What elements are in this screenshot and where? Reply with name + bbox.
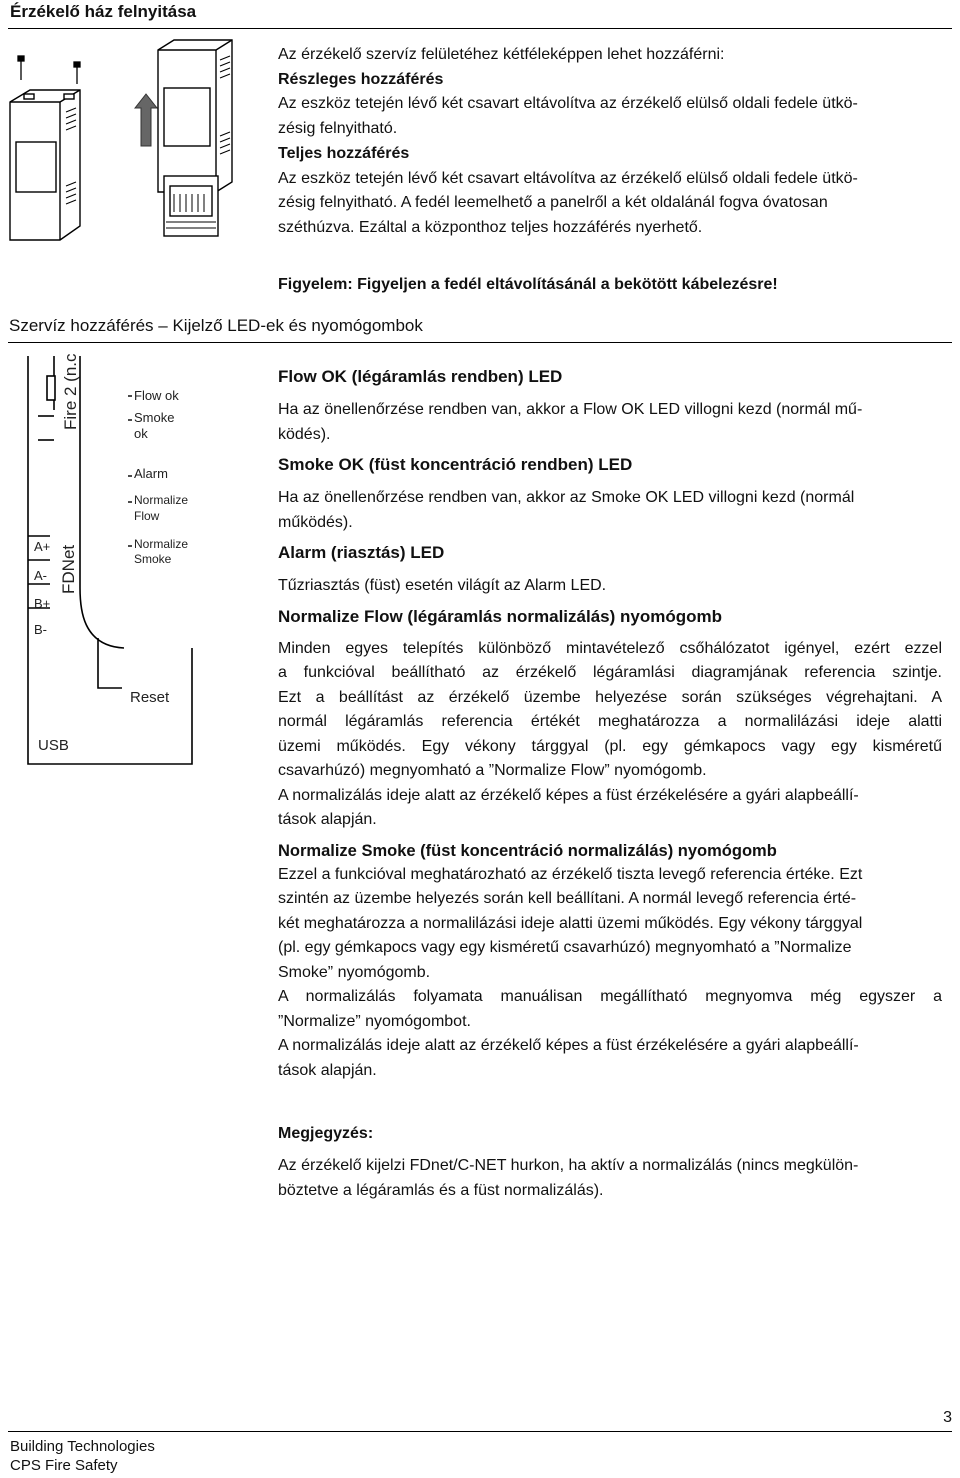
normalize-smoke-title: Normalize Smoke (füst koncentráció normalizálás) nyomógomb [278, 841, 777, 860]
footer-company: Building Technologies [10, 1438, 155, 1455]
normalize-smoke-line: tások alapján. [278, 1061, 377, 1079]
footer-division: CPS Fire Safety [10, 1457, 118, 1474]
full-access-line: zésig felnyitható. A fedél leemelhető a panelről a két oldalánál fogva óvatosan [278, 194, 828, 211]
note-line: böztetve a légáramlás és a füst normalizálás). [278, 1181, 604, 1199]
alarm-text: Tűzriasztás (füst) esetén világít az Alarm LED. [278, 577, 607, 594]
note-body [278, 1154, 950, 1203]
warning-text: Figyelem: Figyeljen a fedél eltávolításánál a bekötött kábelezésre! [278, 276, 778, 293]
fire2-label: Fire 2 (n.c [61, 353, 80, 430]
normalize-flow-label: Flow [134, 509, 160, 523]
partial-access-line: Az eszköz tetején lévő két csavart eltávolítva az érzékelő elülső oldali fedele ütkö- [278, 95, 858, 112]
normalize-smoke-line: (pl. egy gémkapocs vagy egy kisméretű csavarhúzó) megnyomható a ”Normalize [278, 939, 852, 956]
terminal-label: A+ [34, 539, 51, 554]
note-line: Az érzékelő kijelzi FDnet/C-NET hurkon, ha aktív a normalizálás (nincs megkülön- [278, 1157, 859, 1174]
smoke-ok-title: Smoke OK (füst koncentráció rendben) LED [278, 455, 633, 474]
normalize-flow-line: Minden egyes telepítés különböző mintavételező csőhálózatot igényel, ezért ezzel [278, 639, 942, 657]
full-access-title: Teljes hozzáférés [278, 145, 410, 162]
page-title: Érzékelő ház felnyitása [10, 2, 197, 21]
normalize-flow-line: A normalizálás ideje alatt az érzékelő képes a füst érzékelésére a gyári alapbeállí- [278, 786, 859, 804]
service-section-title: Szervíz hozzáférés – Kijelző LED-ek és nyomógombok [9, 316, 423, 335]
normalize-flow-line: tások alapján. [278, 811, 377, 828]
normalize-flow-label: Normalize [134, 493, 189, 507]
smoke-ok-line: Ha az önellenőrzése rendben van, akkor az Smoke OK LED villogni kezd (normál [278, 489, 855, 506]
normalize-smoke-line: Ezzel a funkcióval meghatározható az érzékelő tiszta levegő referencia értéke. Ezt [278, 865, 863, 883]
footer-rule [8, 1431, 952, 1432]
smoke-ok-line: működés). [278, 513, 353, 531]
service-rule [8, 342, 952, 343]
partial-access-line: zésig felnyitható. [278, 119, 398, 137]
normalize-smoke-label: Normalize [134, 537, 189, 551]
alarm-title: Alarm (riasztás) LED [278, 543, 445, 562]
alarm-label: Alarm [134, 466, 168, 481]
note-title: Megjegyzés: [278, 1125, 374, 1142]
usb-label: USB [38, 737, 69, 754]
normalize-flow-line: a funkcióval beállítható az érzékelő légáramlási diagramjának referencia szintje. [278, 664, 942, 681]
normalize-smoke-line: A normalizálás folyamata manuálisan megállítható megnyomva még egyszer a [278, 988, 942, 1005]
reset-label: Reset [130, 689, 170, 706]
normalize-smoke-label: Smoke [134, 552, 172, 566]
flow-ok-title: Flow OK (légáramlás rendben) LED [278, 367, 563, 386]
header-rule [8, 28, 952, 29]
normalize-flow-line: üzemi működés. Egy vékony tárggyal (pl. egy gémkapocs vagy egy kisméretű [278, 737, 942, 755]
full-access-line: széthúzva. Ezáltal a központhoz teljes hozzáférés nyerhető. [278, 218, 703, 236]
smoke-ok-label: Smoke [134, 410, 175, 425]
full-access-line: Az eszköz tetején lévő két csavart eltávolítva az érzékelő elülső oldali fedele ütkö- [278, 169, 858, 187]
fdnet-label: FDNet [59, 544, 78, 594]
normalize-smoke-line: szintén az üzembe helyezés során kell beállítani. A normál levegő referencia érté- [278, 890, 857, 907]
flow-ok-line: Ha az önellenőrzése rendben van, akkor a Flow OK LED villogni kezd (normál mű- [278, 401, 863, 418]
service-panel-diagram [24, 352, 194, 770]
terminal-label: A- [34, 568, 47, 583]
normalize-smoke-line: két meghatározza a normalilázási ideje alatti üzemi működés. Egy vékony tárggyal [278, 914, 863, 932]
normalize-flow-line: csavarhúzó) megnyomható a ”Normalize Flow” nyomógomb. [278, 762, 707, 779]
terminal-label: B- [34, 622, 47, 637]
flow-ok-label: Flow ok [134, 388, 179, 403]
normalize-flow-title: Normalize Flow (légáramlás normalizálás) nyomógomb [278, 606, 722, 626]
partial-access-title: Részleges hozzáférés [278, 70, 444, 88]
normalize-smoke-line: ”Normalize” nyomógombot. [278, 1012, 471, 1030]
normalize-flow-line: normál légáramlás referencia értékét meghatározza a normalilázási ideje alatti [278, 713, 942, 730]
service-descriptions [278, 365, 942, 1083]
device-housing-illustration [6, 36, 246, 248]
flow-ok-line: ködés). [278, 425, 331, 443]
smoke-ok-label: ok [134, 426, 148, 441]
intro-text: Az érzékelő szervíz felületéhez kétféleképpen lehet hozzáférni: [278, 46, 725, 63]
page-number: 3 [943, 1409, 952, 1426]
normalize-smoke-line: Smoke” nyomógomb. [278, 963, 431, 981]
opening-section [278, 43, 952, 240]
terminal-label: B+ [34, 596, 51, 611]
normalize-smoke-line: A normalizálás ideje alatt az érzékelő képes a füst érzékelésére a gyári alapbeállí- [278, 1037, 859, 1054]
normalize-flow-line: Ezt a beállítást az érzékelő üzembe helyezése során szükséges végrehajtani. A [278, 688, 942, 706]
